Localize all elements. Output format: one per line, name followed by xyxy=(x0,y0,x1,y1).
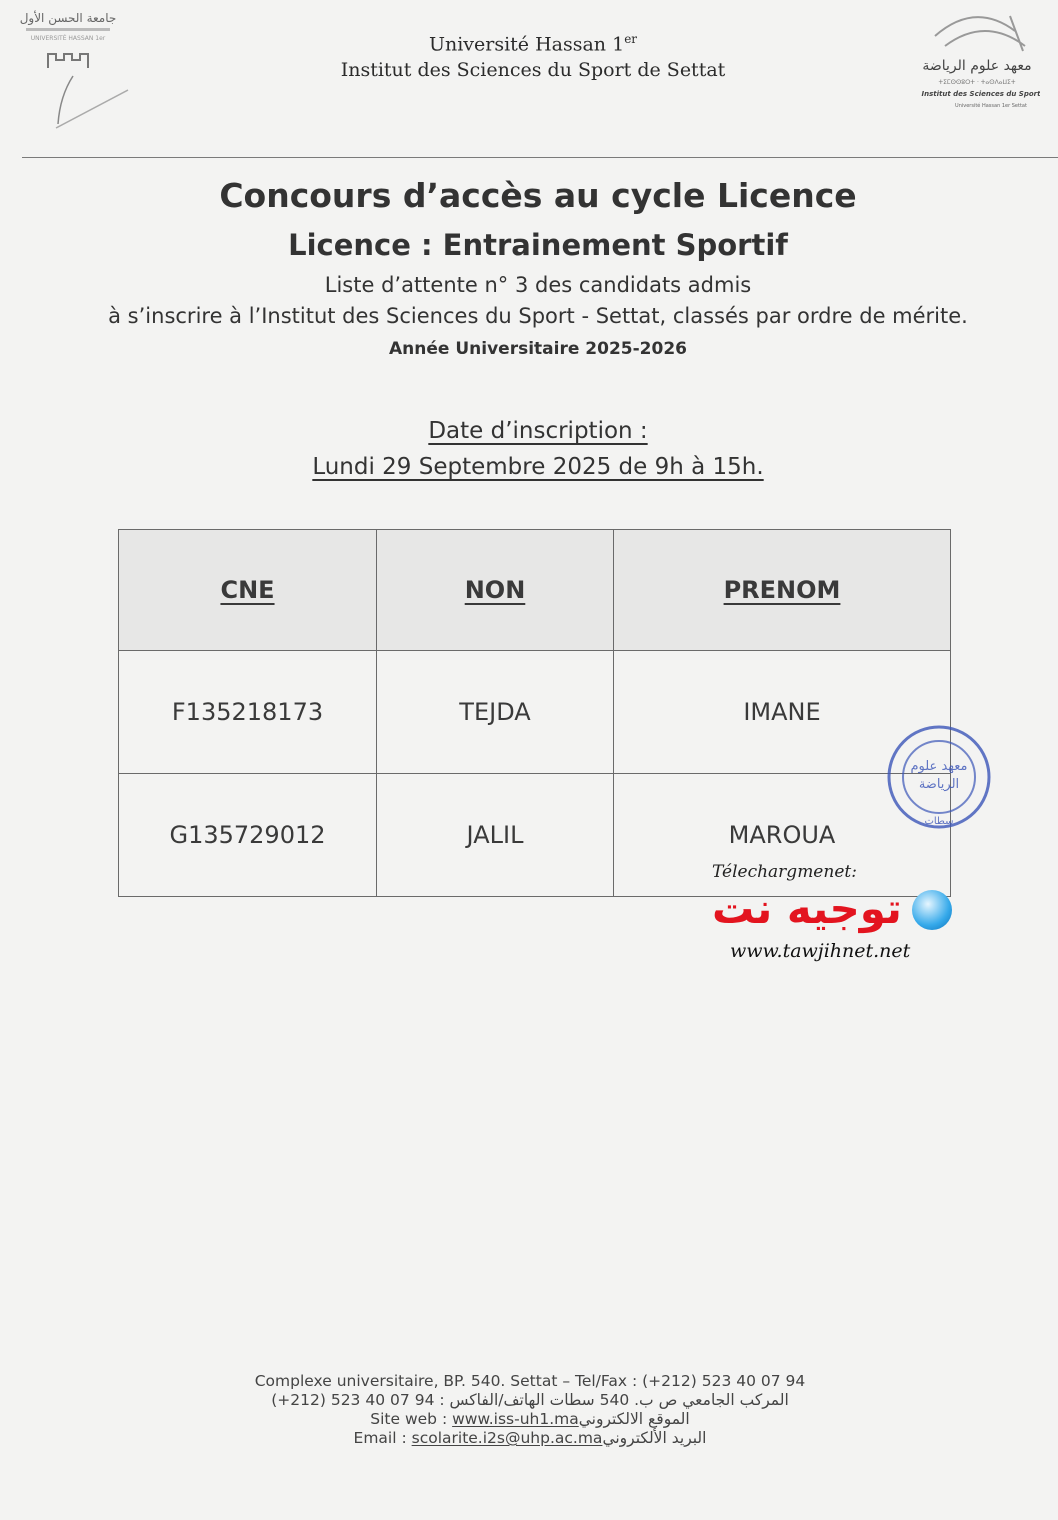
cell-prenom: IMANE xyxy=(614,651,951,774)
watermark-brand-row xyxy=(712,884,952,940)
svg-text:سطات: سطات xyxy=(924,816,954,827)
inscription-date-text: Lundi 29 Septembre 2025 de 9h à 15h. xyxy=(312,454,764,480)
university-name xyxy=(0,32,1058,55)
cell-prenom: MAROUA xyxy=(614,774,951,897)
column-header-nom: NON xyxy=(377,530,614,651)
header-divider xyxy=(22,157,1058,158)
svg-text:Institut des Sciences du Sport: Institut des Sciences du Sport xyxy=(921,90,1040,98)
table-header-row xyxy=(119,530,951,651)
footer xyxy=(0,1372,1058,1448)
cell-cne: G135729012 xyxy=(119,774,377,897)
svg-text:الرياضة: الرياضة xyxy=(918,777,960,792)
official-stamp xyxy=(886,724,992,830)
footer-address-arabic: المركب الجامعي ص ب. 540 سطات الهاتف/الفاكس : 94 07 40 523 (212+) xyxy=(271,1391,789,1409)
svg-text:معهد علوم الرياضة: معهد علوم الرياضة xyxy=(922,58,1032,74)
svg-text:جامعة الحسن الأول: جامعة الحسن الأول xyxy=(19,11,117,25)
cell-cne: F135218173 xyxy=(119,651,377,774)
academic-year: Année Universitaire 2025-2026 xyxy=(389,339,687,359)
svg-text:Université Hassan 1er Settat: Université Hassan 1er Settat xyxy=(955,103,1027,109)
svg-text:ⵜⵉⵎⵙⵙⵓⵔⵜ · ⵜⴰⵙⴷⴰⵡⵉⵜ: ⵜⵉⵎⵙⵙⵓⵔⵜ · ⵜⴰⵙⴷⴰⵡⵉⵜ xyxy=(938,79,1016,86)
list-subtitle: Liste d’attente n° 3 des candidats admis xyxy=(324,273,752,297)
globe-icon xyxy=(912,890,952,930)
list-description: à s’inscrire à l’Institut des Sciences du Sport - Settat, classés par ordre de mérite. xyxy=(108,304,968,328)
inscription-label-text: Date d’inscription : xyxy=(428,418,648,444)
document-title: Concours d’accès au cycle Licence xyxy=(219,176,857,215)
email-link[interactable]: scolarite.i2s@uhp.ac.ma xyxy=(411,1429,603,1447)
university-superscript: er xyxy=(624,32,638,46)
footer-site xyxy=(0,1410,1058,1429)
column-header-prenom: PRENOM xyxy=(614,530,951,651)
footer-email xyxy=(0,1429,1058,1448)
program-title: Licence : Entrainement Sportif xyxy=(288,228,788,262)
watermark-brand: توجيه نت xyxy=(712,884,902,933)
inscription-label xyxy=(0,418,1058,444)
candidates-table xyxy=(118,529,954,897)
email-label-arabic: البريد الألكتروني xyxy=(602,1429,707,1447)
university-name-text: Université Hassan 1 xyxy=(428,33,625,56)
email-label: Email : xyxy=(353,1429,412,1447)
site-label: Site web : xyxy=(370,1410,453,1428)
inscription-date xyxy=(0,454,1058,480)
watermark xyxy=(712,862,952,962)
footer-address: Complexe universitaire, BP. 540. Settat – Tel/Fax : (+212) 523 40 07 94 xyxy=(254,1372,806,1390)
site-link[interactable]: www.iss-uh1.ma xyxy=(452,1410,579,1428)
site-label-arabic: الموقع الالكتروني xyxy=(578,1410,690,1428)
svg-text:UNIVERSITÉ HASSAN 1er: UNIVERSITÉ HASSAN 1er xyxy=(30,35,106,42)
column-header-cne: CNE xyxy=(119,530,377,651)
cell-nom: TEJDA xyxy=(377,651,614,774)
cell-nom: JALIL xyxy=(377,774,614,897)
institute-name: Institut des Sciences du Sport de Settat xyxy=(340,59,726,81)
table-row xyxy=(119,651,951,774)
svg-text:معهد علوم: معهد علوم xyxy=(910,759,968,774)
watermark-url[interactable]: www.tawjihnet.net xyxy=(730,940,911,962)
watermark-label: Télechargmenet: xyxy=(712,862,857,882)
